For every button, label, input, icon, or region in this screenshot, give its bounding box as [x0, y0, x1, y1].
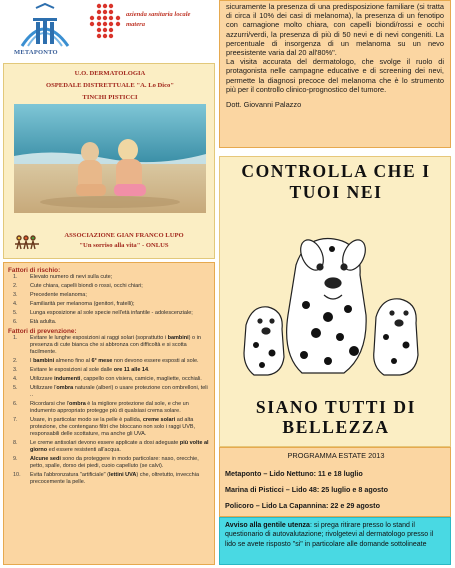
- notice-body: : si prega ritirare presso lo stand il questionario di autovalutazione; rivolgetevi al dermatologo presso il lido se avete risposto "si" in particolare alle domande sottolineate: [225, 522, 434, 548]
- item-text: Le creme antisolari devono essere applicate a dosi adeguate più volte al giorno ed essere resistenti all'acqua.: [30, 440, 209, 453]
- program-line-metaponto: Metaponto – Lido Nettuno: 11 e 18 luglio: [225, 469, 363, 478]
- asl-logo-icon: [88, 2, 122, 40]
- prevention-list: [8, 335, 210, 486]
- item-number: 10.: [13, 472, 21, 478]
- item-number: 3.: [13, 367, 18, 373]
- list-item: [8, 401, 210, 415]
- list-item: [8, 319, 210, 326]
- list-item: [8, 301, 210, 308]
- list-item: [8, 335, 210, 356]
- association-name: ASSOCIAZIONE GIAN FRANCO LUPO: [64, 232, 184, 239]
- item-number: 2.: [13, 283, 18, 289]
- asl-line-1: azienda sanitaria locale: [126, 11, 191, 18]
- item-text: Precedente melanoma;: [30, 292, 87, 298]
- item-number: 1.: [13, 335, 18, 341]
- list-item: [8, 283, 210, 290]
- risk-title: Fattori di rischio:: [8, 267, 61, 274]
- item-text: Cute chiara, capelli biondi o rossi, occhi chiari;: [30, 283, 143, 289]
- list-item: [8, 367, 210, 374]
- list-item: [8, 310, 210, 317]
- logo-bar: [0, 0, 218, 62]
- item-text: I bambini almeno fino al 6° mese non devono essere esposti al sole.: [30, 358, 199, 364]
- item-number: 6.: [13, 319, 18, 325]
- item-text: Evitare le lunghe esposizioni ai raggi solari (soprattutto i bambini) o in presenza di cute bianca che si abbronza con difficoltà e si scotta facilmente.: [30, 335, 201, 355]
- item-text: Utilizzare l'ombra naturale (alberi) o usare protezione con ombrelloni, teli ..: [30, 385, 208, 398]
- hospital-name: OSPEDALE DISTRETTUALE "A. Lo Dico": [45, 82, 175, 89]
- metaponto-logo-text: METAPONTO: [14, 49, 58, 56]
- risk-factors-box: [3, 262, 215, 565]
- item-text: Lunga esposizione al sole specie nell'età infantile - adolescenziale;: [30, 310, 193, 316]
- town-name: TINCHI PISTICCI: [82, 94, 138, 101]
- item-number: 2.: [13, 358, 18, 364]
- item-text: Elevato numero di nevi sulla cute;: [30, 274, 113, 280]
- item-text: Evitare le esposizioni al sole dalle ore 11 alle 14.: [30, 367, 150, 373]
- association-logo-icon: [14, 231, 40, 251]
- list-item: [8, 472, 210, 486]
- notice-box: [219, 517, 451, 565]
- article-paragraph-1: sicuramente la presenza di una predisposizione familiare (si tratta di circa il 10% dei casi di melanoma), la presenza di un fenotipo con carnagione molto chiara, con capelli biondi/rossi e occhi azzurri/verdi, la presenza di più di 50 nevi e di nevi congeniti. La percentuale di insorgenza di un melanoma su un nevo preesistente varia dal 20 all'80%".: [226, 2, 444, 58]
- beach-children-photo: [14, 104, 206, 213]
- item-number: 5.: [13, 385, 18, 391]
- unit-header: [4, 68, 216, 104]
- item-text: Alcune sedi sono da proteggere in modo particolare: naso, orecchie, petto, spalle, dorso dei piedi, cuoio capelluto (se calvi).: [30, 456, 199, 469]
- asl-logo-text: [126, 10, 190, 30]
- program-line-pisticci: Marina di Pisticci – Lido 48: 25 luglio e 8 agosto: [225, 485, 388, 494]
- poster-footline-line-1: SIANO TUTTI DI: [255, 397, 417, 417]
- left-column: [0, 0, 218, 568]
- poster-headline: [220, 161, 451, 203]
- association-motto: "Un sorriso alla vita" - ONLUS: [79, 242, 169, 249]
- list-item: [8, 440, 210, 454]
- item-number: 5.: [13, 310, 18, 316]
- item-number: 1.: [13, 274, 18, 280]
- program-line-policoro: Policoro – Lido La Capannina: 22 e 29 agosto: [225, 501, 380, 510]
- list-item: [8, 417, 210, 438]
- item-text: Familiarità per melanoma (genitori, fratelli);: [30, 301, 135, 307]
- list-item: [8, 376, 210, 383]
- item-number: 9.: [13, 456, 18, 462]
- article-box: [219, 0, 451, 148]
- right-column: [219, 0, 455, 568]
- poster-headline-line-2: TUOI NEI: [289, 182, 383, 202]
- asl-line-2: matera: [126, 21, 146, 28]
- association-box: [14, 227, 206, 255]
- association-text: [42, 231, 206, 251]
- list-item: [8, 358, 210, 365]
- program-title: PROGRAMMA ESTATE 2013: [287, 451, 385, 460]
- article-paragraph-2: La visita accurata del dermatologo, che svolge il ruolo di protagonista nelle campagne educative e di screening dei nevi, permette la diagnosi precoce del melanoma che è lo strumento più per il controllo clinico-prognostico del tumore.: [226, 57, 444, 94]
- item-text: Usare, in particolar modo se la pelle è pallida, creme solari ad alta protezione, che contengano filtri che bloccano non solo i raggi UVB, responsabili delle scottature, ma anche gli UVA.: [30, 417, 196, 437]
- item-number: 4.: [13, 301, 18, 307]
- notice-lead: Avviso alla gentile utenza: [225, 522, 310, 529]
- program-box: [219, 447, 451, 517]
- list-item: [8, 292, 210, 299]
- article-signature: Dott. Giovanni Palazzo: [226, 100, 302, 110]
- list-item: [8, 456, 210, 470]
- item-text: Evita l'abbronzatura "artificiale" (lettini UVA) che, oltretutto, invecchia precocemente la pelle.: [30, 472, 200, 485]
- poster-footline-line-2: BELLEZZA: [282, 417, 390, 437]
- dalmatians-illustration: [236, 205, 436, 381]
- unit-box: [3, 63, 215, 259]
- item-number: 4.: [13, 376, 18, 382]
- campaign-poster: [219, 156, 451, 447]
- prevention-title: Fattori di prevenzione:: [8, 328, 77, 335]
- risk-list: [8, 274, 210, 326]
- unit-title: U.O. DERMATOLOGIA: [74, 70, 146, 77]
- item-text: Utilizzare indumenti, cappello con visiera, camicie, magliette, occhiali.: [30, 376, 202, 382]
- item-text: Ricordarsi che l'ombra è la migliore protezione dal sole, e che un indumento appropriato protegge più di qualsiasi crema solare.: [30, 401, 189, 414]
- item-text: Età adulta.: [30, 319, 57, 325]
- list-item: [8, 385, 210, 399]
- poster-headline-line-1: CONTROLLA CHE I: [241, 161, 431, 181]
- item-number: 6.: [13, 401, 18, 407]
- notice-text: [225, 521, 445, 549]
- item-number: 3.: [13, 292, 18, 298]
- list-item: [8, 274, 210, 281]
- item-number: 8.: [13, 440, 18, 446]
- poster-footline: [220, 397, 451, 437]
- item-number: 7.: [13, 417, 18, 423]
